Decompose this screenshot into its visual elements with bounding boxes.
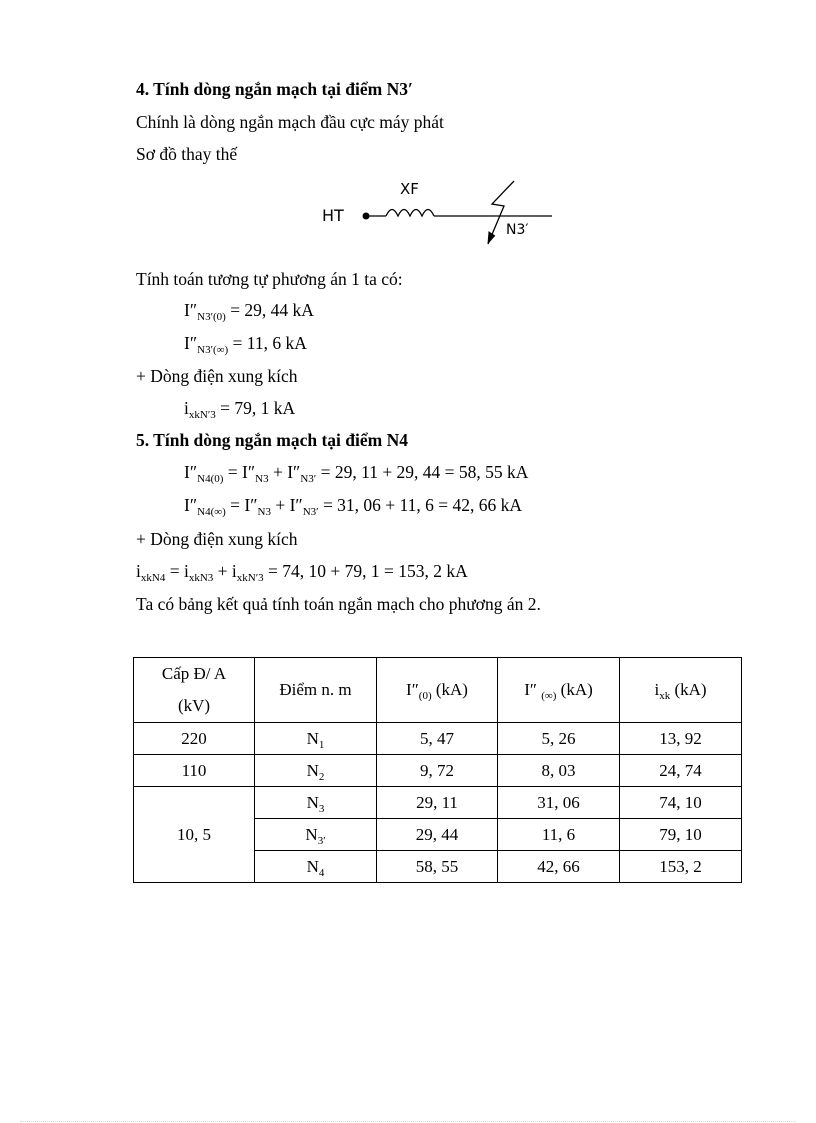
eq5-term1: = I″: [230, 495, 258, 515]
calc-intro: Tính toán tương tự phương án 1 ta có:: [136, 269, 403, 289]
cell-point: $N_2$: [255, 755, 377, 787]
header-i-initial-symbol: I″: [406, 680, 419, 699]
eq1-sub: N3′(0): [197, 311, 226, 323]
header-i-initial-unit: (kA): [435, 680, 468, 699]
cell-i-steady: 5, 26: [498, 723, 620, 755]
equation-ixk-n3p: [184, 397, 295, 419]
section-4-heading: 4. Tính dòng ngắn mạch tại điểm N3′: [136, 79, 413, 99]
eq5-term1-sub: N3: [257, 506, 271, 518]
table-intro: Ta có bảng kết quả tính toán ngắn mạch cho phương án 2.: [136, 594, 541, 614]
fault-arrow-icon: [488, 232, 495, 244]
table-row: [134, 787, 742, 819]
eq6-term2-sub: xkN′3: [236, 572, 264, 584]
header-voltage-level: [134, 658, 255, 723]
eq6-term1-sub: xkN3: [188, 572, 214, 584]
cell-voltage: 110: [134, 755, 255, 787]
circuit-svg: [316, 176, 566, 248]
xung-kich-heading-2: + Dòng điện xung kích: [136, 529, 298, 549]
eq5-term2-sub: N3′: [302, 506, 319, 518]
eq6-lhs-sub: xkN4: [140, 572, 166, 584]
table-row: [134, 755, 742, 787]
header-i-steady-sub: (∞): [541, 690, 557, 702]
eq4-term1-sub: N3: [255, 473, 269, 485]
cell-i-peak: 153, 2: [620, 851, 742, 883]
equation-n3p-initial: [184, 299, 314, 321]
source-label: HT: [322, 206, 344, 225]
eq2-symbol: I″: [184, 333, 198, 353]
equation-ixk-n4: [136, 560, 468, 582]
table-row: [134, 723, 742, 755]
eq4-term1: = I″: [227, 462, 256, 482]
header-i-peak-unit: (kA): [674, 680, 707, 699]
eq3-sub: xkN′3: [188, 409, 216, 421]
cell-point: $N_1$: [255, 723, 377, 755]
cell-voltage: 10, 5: [134, 787, 255, 883]
eq3-symbol: i: [184, 398, 189, 418]
cell-i-steady: 8, 03: [498, 755, 620, 787]
eq5-lhs: I″: [184, 495, 198, 515]
equation-n4-initial: [184, 461, 528, 483]
equivalent-circuit-diagram: [316, 176, 566, 253]
section-5-heading: 5. Tính dòng ngắn mạch tại điểm N4: [136, 430, 408, 450]
eq1-rhs: = 29, 44 kA: [230, 300, 314, 320]
eq4-lhs: I″: [184, 462, 198, 482]
section-4-line-1: Chính là dòng ngắn mạch đầu cực máy phát: [136, 112, 444, 132]
header-i-peak-symbol: i: [654, 680, 660, 699]
header-i-steady-symbol: I″: [524, 680, 537, 699]
xung-kich-heading-1: + Dòng điện xung kích: [136, 366, 298, 386]
page-bottom-divider: [20, 1121, 796, 1122]
table-header-row: [134, 658, 742, 723]
cell-point: $N_3$: [255, 787, 377, 819]
results-table: [133, 657, 742, 883]
cell-voltage: 220: [134, 723, 255, 755]
cell-i-initial: 5, 47: [377, 723, 498, 755]
eq6-term1: = i: [169, 561, 189, 581]
header-i-steady-unit: (kA): [560, 680, 593, 699]
eq3-rhs: = 79, 1 kA: [220, 398, 296, 418]
cell-point: $N_4$: [255, 851, 377, 883]
eq6-lhs: i: [136, 561, 141, 581]
source-node: [363, 213, 370, 220]
header-i-peak: [620, 658, 742, 723]
eq4-term2: + I″: [272, 462, 301, 482]
header-voltage-unit: (kV): [177, 696, 211, 715]
header-i-initial: [377, 658, 498, 723]
cell-i-peak: 13, 92: [620, 723, 742, 755]
eq6-rhs: = 74, 10 + 79, 1 = 153, 2 kA: [267, 561, 468, 581]
eq2-sub: N3′(∞): [197, 344, 229, 356]
cell-i-initial: 29, 11: [377, 787, 498, 819]
eq4-term2-sub: N3′: [300, 473, 317, 485]
cell-i-initial: 9, 72: [377, 755, 498, 787]
eq4-rhs: = 29, 11 + 29, 44 = 58, 55 kA: [320, 462, 529, 482]
cell-i-steady: 11, 6: [498, 819, 620, 851]
section-4-line-2: Sơ đồ thay thế: [136, 144, 238, 164]
eq1-symbol: I″: [184, 300, 198, 320]
cell-i-peak: 79, 10: [620, 819, 742, 851]
header-i-steady: [498, 658, 620, 723]
equation-n3p-steady: [184, 332, 307, 354]
eq4-lhs-sub: N4(0): [197, 473, 224, 485]
header-i-initial-sub: (0): [418, 690, 432, 702]
cell-i-steady: 31, 06: [498, 787, 620, 819]
reactance-coil-icon: [386, 210, 434, 217]
eq2-rhs: = 11, 6 kA: [232, 333, 307, 353]
header-i-peak-sub: xk: [659, 690, 671, 702]
cell-i-peak: 74, 10: [620, 787, 742, 819]
eq5-lhs-sub: N4(∞): [197, 506, 226, 518]
cell-i-initial: 29, 44: [377, 819, 498, 851]
cell-i-initial: 58, 55: [377, 851, 498, 883]
eq5-rhs: = 31, 06 + 11, 6 = 42, 66 kA: [322, 495, 523, 515]
fault-label: N3′: [506, 222, 529, 238]
equation-n4-steady: [184, 494, 522, 516]
header-voltage-top: Cấp Đ/ A: [161, 664, 227, 683]
cell-point: $N_{3'}$: [255, 819, 377, 851]
eq5-term2: + I″: [275, 495, 303, 515]
reactance-label: XF: [400, 180, 419, 198]
cell-i-steady: 42, 66: [498, 851, 620, 883]
cell-i-peak: 24, 74: [620, 755, 742, 787]
eq6-term2: + i: [217, 561, 237, 581]
header-fault-point: Điểm n. m: [255, 658, 377, 723]
